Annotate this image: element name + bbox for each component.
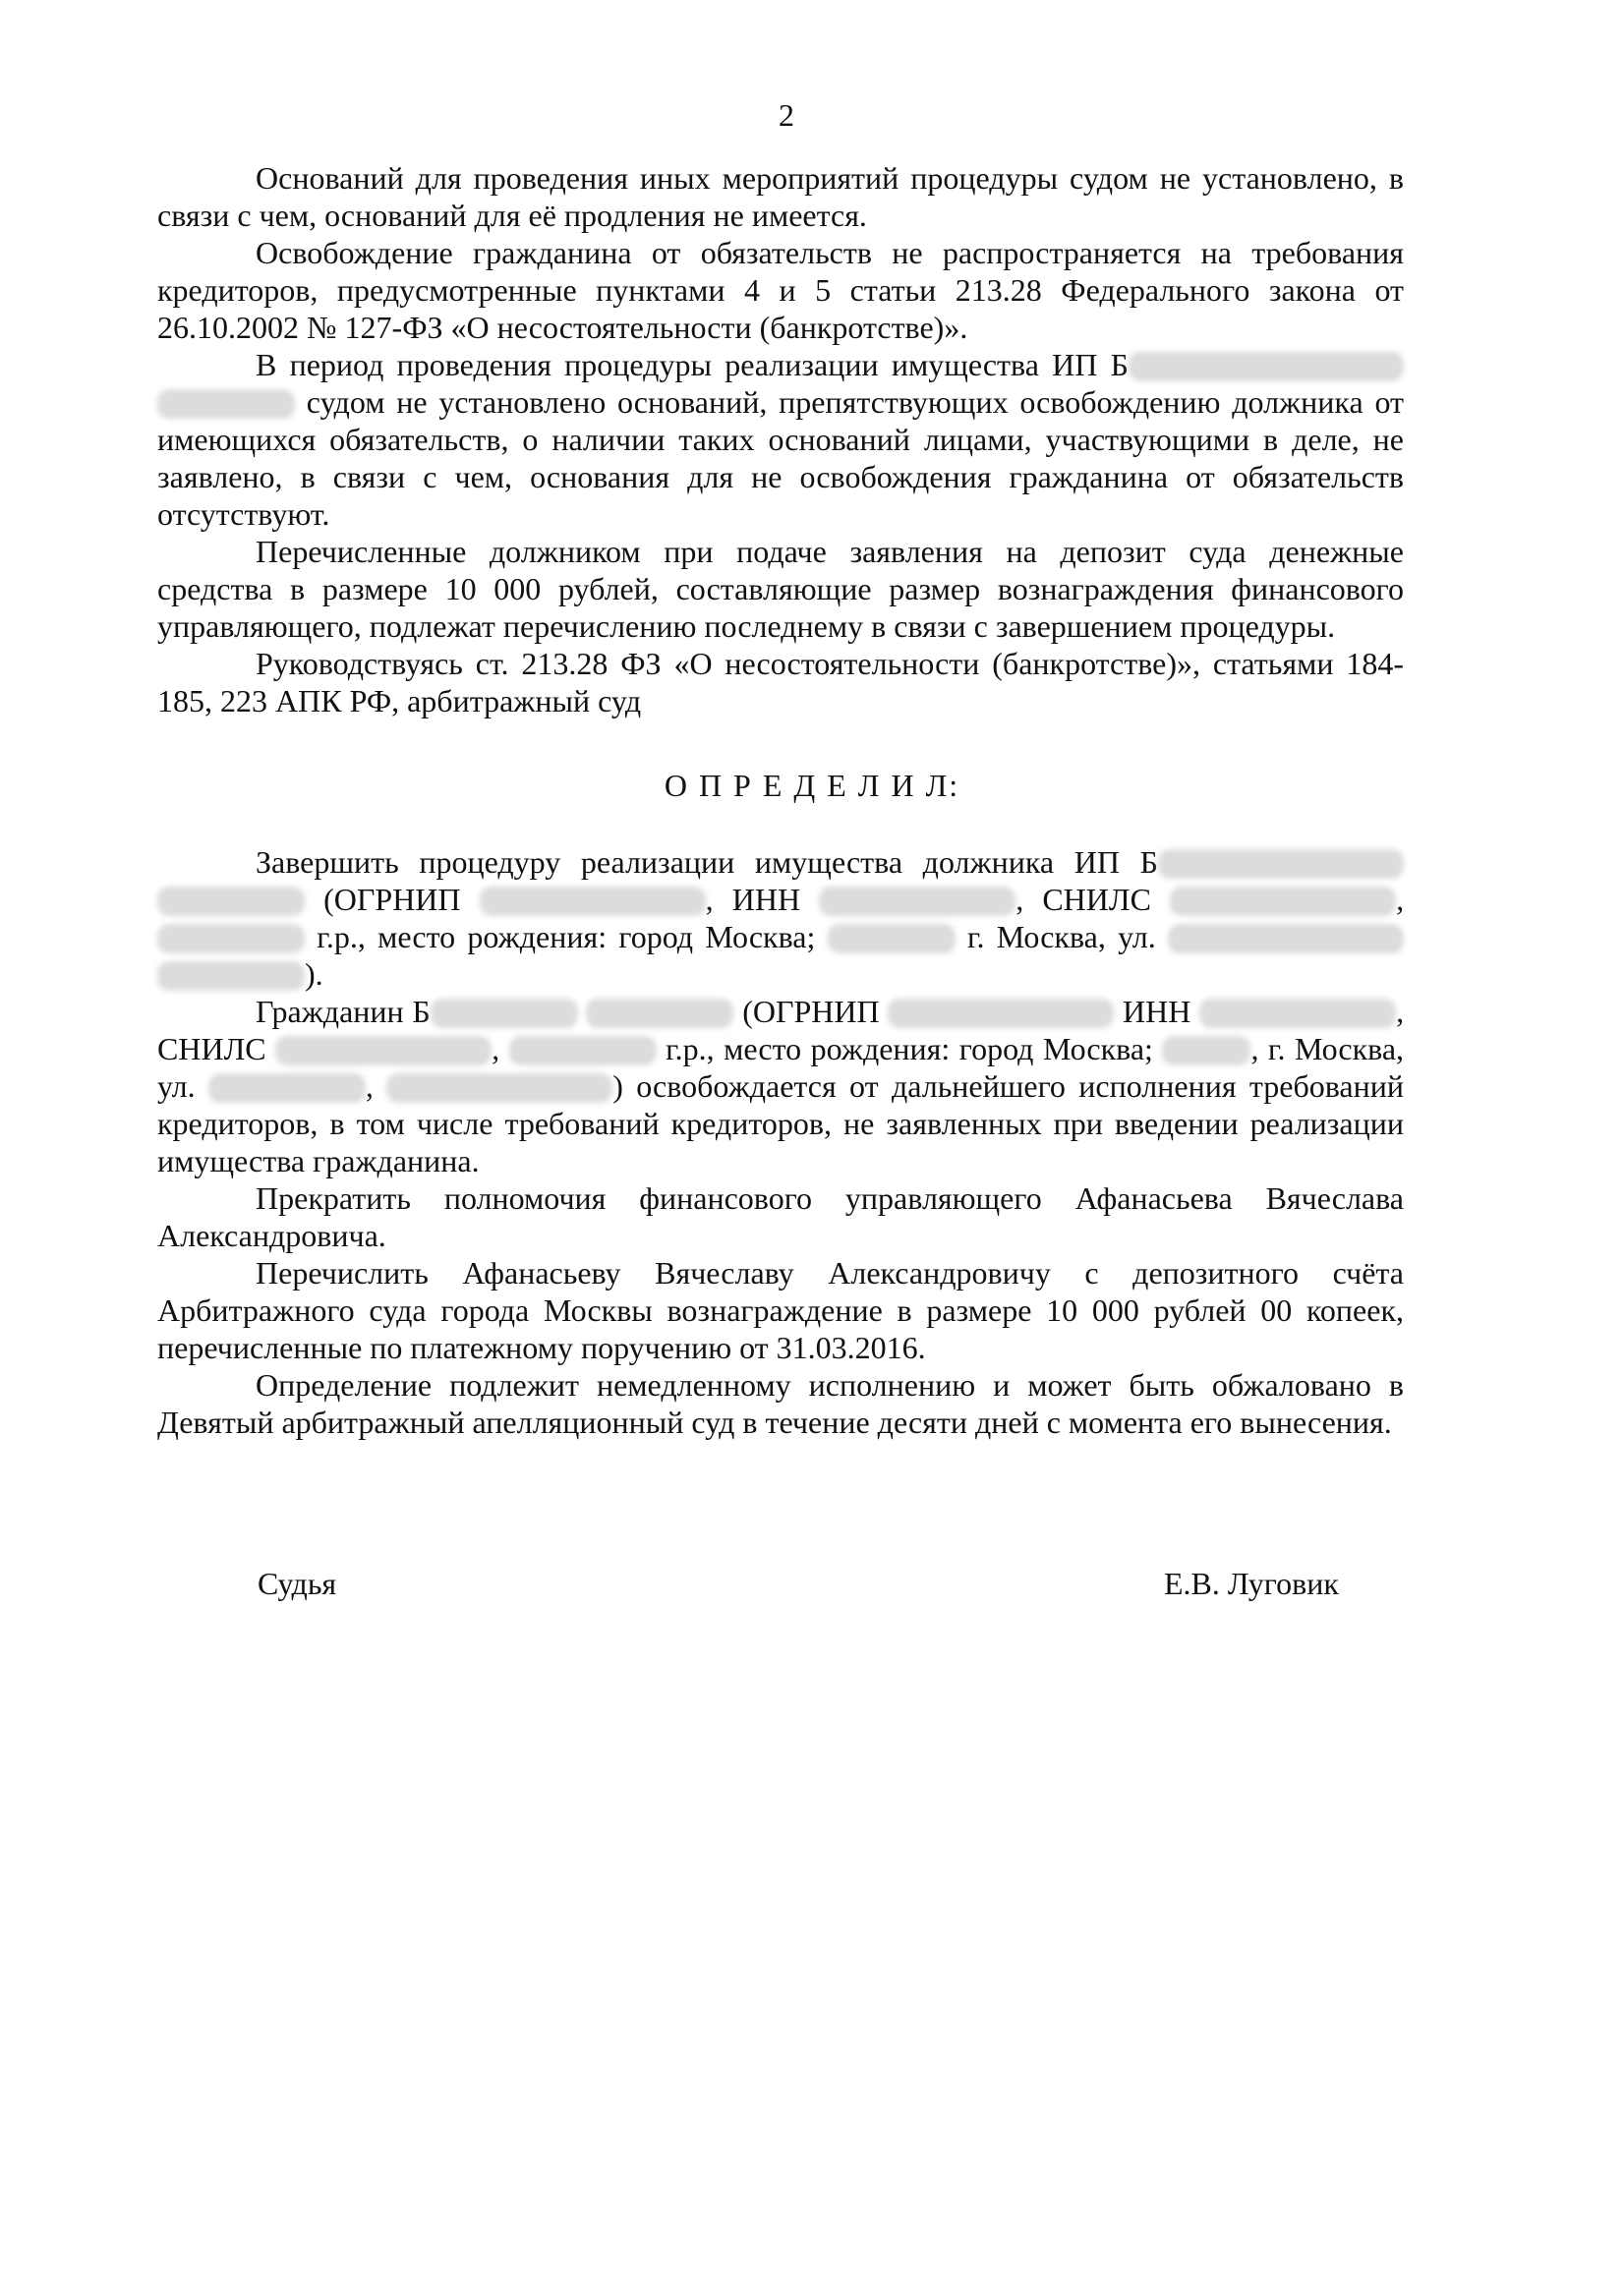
- ruling-text: ).: [305, 956, 323, 992]
- reasoning-section: [157, 159, 1404, 719]
- ruling-text: ,: [492, 1031, 500, 1066]
- page-number: 2: [779, 97, 794, 133]
- redacted-text: [1162, 1036, 1250, 1065]
- ruling-heading: О П Р Е Д Е Л И Л:: [664, 768, 960, 803]
- redacted-text: [1170, 887, 1396, 916]
- ruling-text: (ОГРНИП: [742, 994, 880, 1029]
- ruling-text: г.р., место рождения: город Москва;: [666, 1031, 1153, 1066]
- ruling-text: Гражданин Б: [256, 994, 431, 1029]
- redacted-text: [386, 1073, 612, 1103]
- redacted-text: [586, 999, 733, 1028]
- paragraph-grounds: Оснований для проведения иных мероприятий процедуры судом не установлено, в связи с чем, оснований для её продления не имеется.: [157, 160, 1404, 233]
- redacted-text: [157, 887, 305, 916]
- ruling-text: , ИНН: [705, 882, 801, 917]
- paragraph-deposit: Перечисленные должником при подаче заявления на депозит суда денежные средства в размере 10 000 рублей, составляющие размер вознаграждения финансового управляющего, подлежат перечислению последнему в связи с завершением процедуры.: [157, 534, 1404, 644]
- judge-name: Е.В. Луговик: [1164, 1566, 1339, 1601]
- redacted-text: [157, 389, 295, 419]
- ruling-text: (ОГРНИП: [323, 882, 461, 917]
- redacted-text: [1199, 999, 1396, 1028]
- redacted-text: [275, 1036, 492, 1065]
- ruling-text: , г. Москва, ул.: [157, 1031, 1405, 1104]
- redacted-text: [1168, 924, 1404, 953]
- redacted-text: [509, 1036, 657, 1065]
- redacted-text: [480, 887, 706, 916]
- redacted-text: [819, 887, 1015, 916]
- redacted-text: [157, 961, 305, 991]
- redacted-text: [208, 1073, 366, 1103]
- ruling-text: , СНИЛС: [157, 994, 1405, 1066]
- paragraph-exemption-scope: Освобождение гражданина от обязательств не распространяется на требования кредиторов, предусмотренные пунктами 4 и 5 статьи 213.28 Федерального закона от 26.10.2002 № 127-ФЗ «О несостоятельности (банкротстве)».: [157, 235, 1404, 345]
- paragraph-transfer-fee: Перечислить Афанасьеву Вячеславу Александровичу с депозитного счёта Арбитражного суда города Москвы вознаграждение в размере 10 000 рублей 00 копеек, перечисленные по платежному поручению от 31.03.2016.: [157, 1255, 1404, 1365]
- redacted-text: [1129, 352, 1404, 381]
- paragraph-appeal: Определение подлежит немедленному исполнению и может быть обжаловано в Девятый арбитражный апелляционный суд в течение десяти дней с момента его вынесения.: [157, 1367, 1404, 1440]
- ruling-text: , СНИЛС: [1015, 882, 1151, 917]
- paragraph-complete-procedure: [157, 843, 1404, 993]
- paragraph-procedure-period-text-b: судом не установлено оснований, препятствующих освобождению должника от имеющихся обязательств, о наличии таких оснований лицами, участвующими в деле, не заявлено, в связи с чем, основания для не освобождения гражданина от обязательств отсутствуют.: [157, 384, 1405, 532]
- paragraph-legal-basis: Руководствуясь ст. 213.28 ФЗ «О несостоятельности (банкротстве)», статьями 184-185, 223 АПК РФ, арбитражный суд: [157, 646, 1404, 718]
- redacted-text: [157, 924, 305, 953]
- redacted-text: [828, 924, 956, 953]
- ruling-text: ,: [365, 1068, 374, 1104]
- paragraph-citizen-release: [157, 993, 1404, 1179]
- signature-title: Судья: [258, 1566, 337, 1601]
- redacted-text: [431, 999, 578, 1028]
- redacted-text: [888, 999, 1114, 1028]
- ruling-text: Завершить процедуру реализации имущества должника ИП Б: [256, 844, 1158, 880]
- paragraph-terminate-powers: Прекратить полномочия финансового управляющего Афанасьева Вячеслава Александровича.: [157, 1180, 1404, 1253]
- ruling-section: [157, 843, 1404, 1441]
- ruling-text: г.р., место рождения: город Москва;: [317, 919, 816, 954]
- ruling-text: г. Москва, ул.: [966, 919, 1156, 954]
- ruling-text: ИНН: [1123, 994, 1191, 1029]
- paragraph-procedure-period: [157, 346, 1404, 533]
- redacted-text: [1158, 849, 1404, 879]
- paragraph-procedure-period-text-a: В период проведения процедуры реализации имущества ИП Б: [256, 347, 1129, 382]
- ruling-text: ) освобождается от дальнейшего исполнения требований кредиторов, в том числе требований кредиторов, не заявленных при введении реализации имущества гражданина.: [157, 1068, 1405, 1178]
- ruling-text: ,: [1396, 882, 1405, 917]
